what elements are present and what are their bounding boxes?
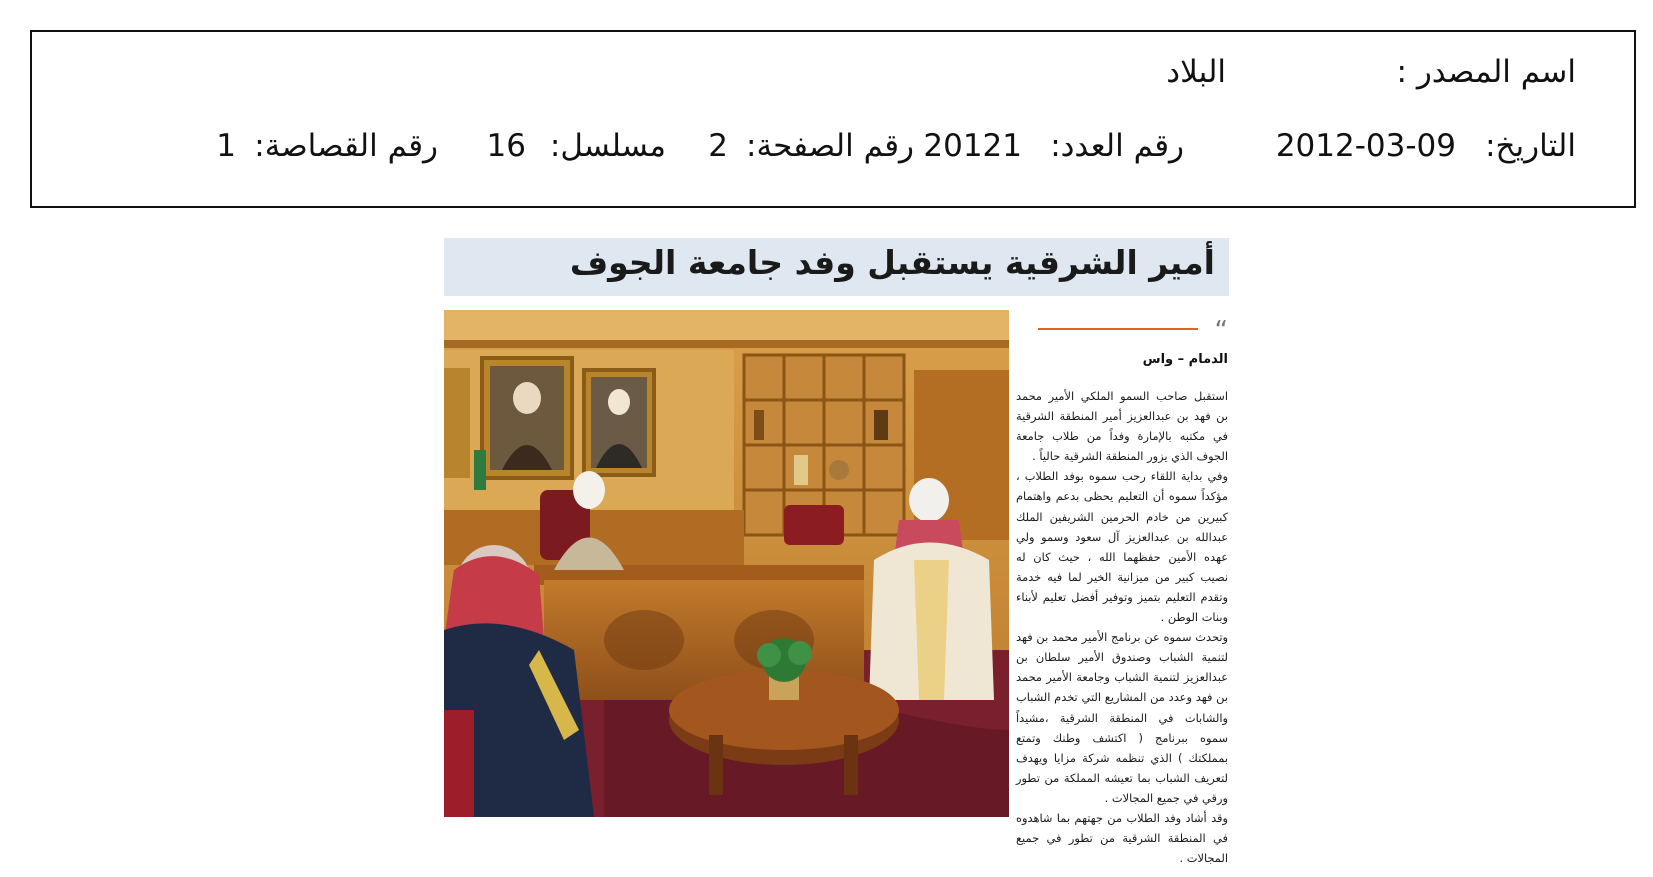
article-headline: أمير الشرقية يستقبل وفد جامعة الجوف — [569, 243, 1215, 282]
date-label: التاريخ: — [1485, 128, 1576, 164]
office-meeting-illustration — [444, 310, 1009, 817]
quote-mark: “ — [1214, 316, 1228, 346]
article-text-column — [1016, 316, 1232, 866]
dateline: الدمام – واس — [1142, 352, 1228, 367]
paragraph: وقد أشاد وفد الطلاب من جهتهم بما شاهدوه في المنطقة الشرقية من تطور في جميع المجالات . — [1016, 810, 1228, 866]
date-value: 2012-03-09 — [1275, 128, 1456, 164]
clipping-value: 1 — [216, 128, 236, 164]
page-value: 2 — [708, 128, 728, 164]
paragraph: وتحدث سموه عن برنامج الأمير محمد بن فهد لتنمية الشباب وصندوق الأمير سلطان بن عبدالعزيز لتنمية الشباب وجامعة الأمير محمد بن فهد وعدد من المشاريع التي تخدم الشباب والشابات في المنطقة الشرقية ،مشيداً سموه ببرنامج ( اكتشف وطنك وتمتع بمملكتك ) الذي تنظمه شركة مزايا ويهدف لتعريف الشباب بما تعيشه المملكة من تطور ورقي في جميع المجالات . — [1016, 630, 1228, 805]
serial-label: مسلسل: — [549, 128, 666, 164]
source-info-box — [30, 30, 1636, 208]
clipping-label: رقم القصاصة: — [254, 128, 438, 164]
source-label: اسم المصدر : — [1396, 54, 1576, 90]
issue-value: 20121 — [923, 128, 1022, 164]
headline-band — [444, 238, 1229, 296]
accent-rule — [1038, 328, 1198, 330]
page-label: رقم الصفحة: — [746, 128, 914, 164]
article-body — [1016, 386, 1228, 868]
source-value: البلاد — [1166, 54, 1226, 90]
paragraph: استقبل صاحب السمو الملكي الأمير محمد بن فهد بن عبدالعزيز أمير المنطقة الشرقية في مكتبه بالإمارة وفداً من طلاب جامعة الجوف الذي يزور المنطقة الشرقية حالياً . — [1016, 389, 1228, 464]
paragraph: وفي بداية اللقاء رحب سموه بوفد الطلاب ، مؤكداً سموه أن التعليم يحظى بدعم واهتمام كبيرين من خادم الحرمين الشريفين الملك عبدالله بن عبدالعزيز آل سعود وسمو ولي عهده الأمين حفظهما الله ، حيث كان له نصيب كبير من ميزانية الخير لما فيه خدمة وتقدم التعليم بتميز وتوفير أفضل تعليم لأبناء وبنات الوطن . — [1016, 469, 1228, 625]
article-photo — [444, 310, 1009, 817]
serial-value: 16 — [486, 128, 526, 164]
issue-label: رقم العدد: — [1050, 128, 1184, 164]
